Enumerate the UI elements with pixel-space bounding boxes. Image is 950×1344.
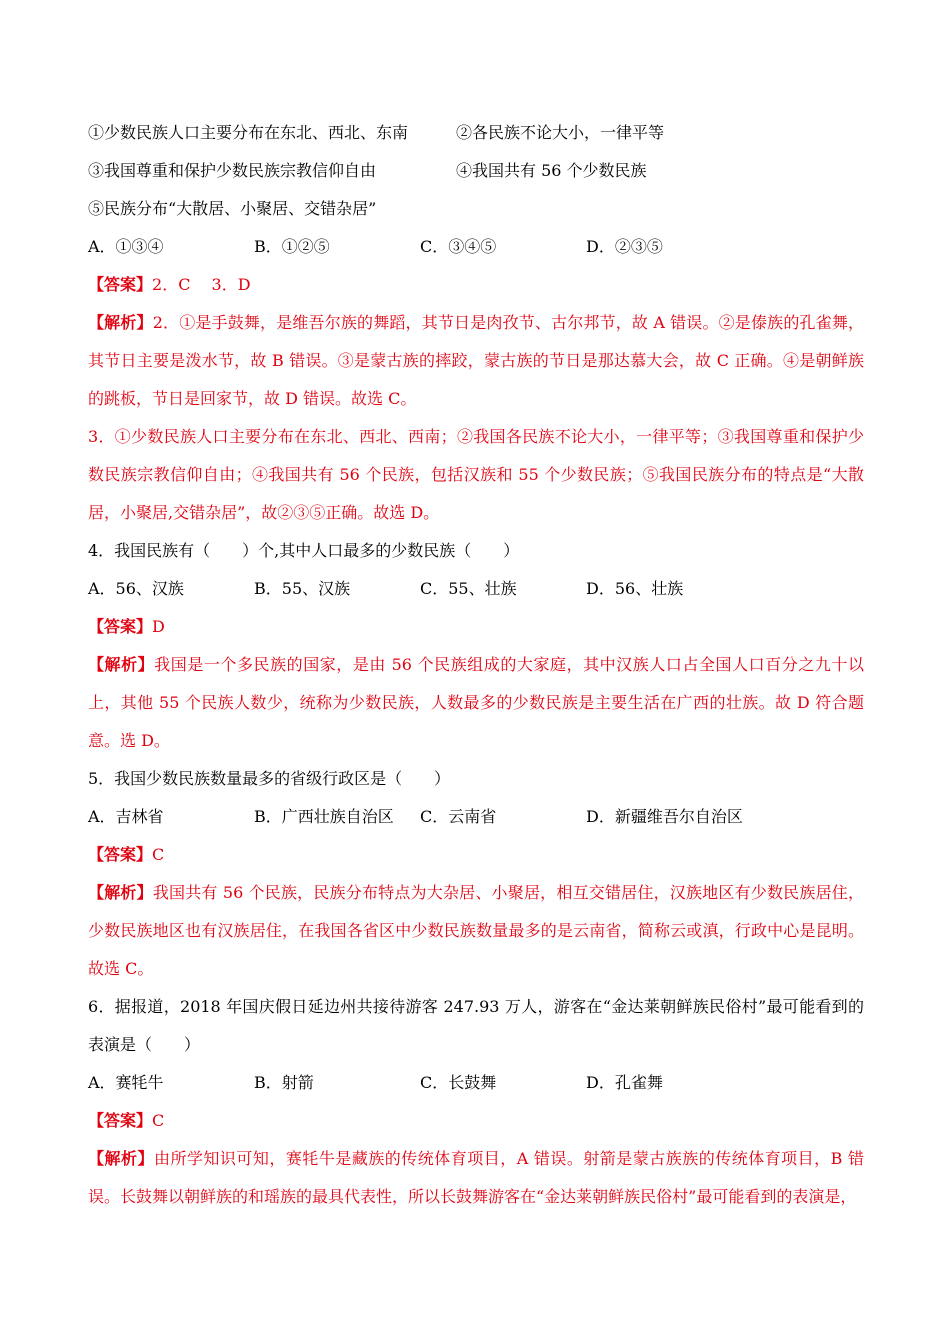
explanation-paragraph xyxy=(88,874,864,988)
explanation-paragraph: 3．①少数民族人口主要分布在东北、西北、西南；②我国各民族不论大小，一律平等；③我国尊重和保护少数民族宗教信仰自由；④我国共有 56 个民族，包括汉族和 55 个少数民族；⑤我国民族分布的特点是“大散居，小聚居,交错杂居”，故②③⑤正确。故选 D。 xyxy=(88,427,864,522)
options-row xyxy=(88,570,864,608)
option-d: D．56、壮族 xyxy=(586,579,684,598)
option-d: D．孔雀舞 xyxy=(586,1073,663,1092)
option-b: B．射箭 xyxy=(254,1073,314,1092)
answer-line xyxy=(88,266,864,304)
explanation-paragraph xyxy=(88,304,864,418)
option-c: C．55、壮族 xyxy=(420,579,517,598)
options-row xyxy=(88,1064,864,1102)
option-c: C．长鼓舞 xyxy=(420,1073,497,1092)
option-a: A．赛牦牛 xyxy=(88,1073,164,1092)
statement-row xyxy=(88,152,864,190)
statement: ⑤民族分布“大散居、小聚居、交错杂居” xyxy=(88,199,377,218)
question-stem: 5．我国少数民族数量最多的省级行政区是（ ） xyxy=(88,769,451,788)
answer-text: D xyxy=(152,617,165,636)
question-stem: 4．我国民族有（ ）个,其中人口最多的少数民族（ ） xyxy=(88,541,520,560)
question-stem: 6．据报道，2018 年国庆假日延边州共接待游客 247.93 万人，游客在“金达莱朝鲜族民俗村”最可能看到的表演是（ ） xyxy=(88,997,864,1054)
statement: ③我国尊重和保护少数民族宗教信仰自由 xyxy=(88,161,377,180)
answer-text: C xyxy=(152,1111,165,1130)
explanation-paragraph xyxy=(88,1140,864,1216)
statement-row xyxy=(88,114,864,152)
answer-line xyxy=(88,1102,864,1140)
options-row xyxy=(88,228,864,266)
statement: ④我国共有 56 个少数民族 xyxy=(456,161,647,180)
document-page xyxy=(88,114,864,1216)
answer-text: 2．C 3．D xyxy=(152,275,251,294)
answer-text: C xyxy=(152,845,165,864)
option-b: B．55、汉族 xyxy=(254,579,351,598)
answer-tag: 【答案】 xyxy=(88,275,153,294)
option-b: B．①②⑤ xyxy=(254,237,330,256)
option-c: C．③④⑤ xyxy=(420,237,497,256)
explanation-paragraph xyxy=(88,646,864,760)
explanation-text: 由所学知识可知，赛牦牛是藏族的传统体育项目，A 错误。射箭是蒙古族族的传统体育项目，B 错误。长鼓舞以朝鲜族的和瑶族的最具代表性，所以长鼓舞游客在“金达莱朝鲜族民俗村”最可能看到的表演是， xyxy=(88,1149,864,1206)
answer-tag: 【答案】 xyxy=(88,1111,153,1130)
explanation-tag: 【解析】 xyxy=(88,655,155,674)
answer-line xyxy=(88,608,864,646)
explanation-text: 我国共有 56 个民族，民族分布特点为大杂居、小聚居，相互交错居住，汉族地区有少数民族居住，少数民族地区也有汉族居住，在我国各省区中少数民族数量最多的是云南省，简称云或滇，行政中心是昆明。故选 C。 xyxy=(88,883,864,978)
explanation-text: 我国是一个多民族的国家，是由 56 个民族组成的大家庭，其中汉族人口占全国人口百分之九十以上，其他 55 个民族人数少，统称为少数民族，人数最多的少数民族是主要生活在广西的壮族。故 D 符合题意。选 D。 xyxy=(88,655,864,750)
explanation-tag: 【解析】 xyxy=(88,313,153,332)
option-a: A．56、汉族 xyxy=(88,579,184,598)
statement: ①少数民族人口主要分布在东北、西北、东南 xyxy=(88,123,409,142)
answer-line xyxy=(88,836,864,874)
option-d: D．新疆维吾尔自治区 xyxy=(586,807,743,826)
explanation-tag: 【解析】 xyxy=(88,1149,154,1168)
option-d: D．②③⑤ xyxy=(586,237,663,256)
option-c: C．云南省 xyxy=(420,807,497,826)
options-row xyxy=(88,798,864,836)
explanation-tag: 【解析】 xyxy=(88,883,153,902)
statement: ②各民族不论大小，一律平等 xyxy=(456,123,665,142)
answer-tag: 【答案】 xyxy=(88,617,153,636)
option-a: A．吉林省 xyxy=(88,807,164,826)
option-b: B．广西壮族自治区 xyxy=(254,807,394,826)
explanation-text: 2．①是手鼓舞，是维吾尔族的舞蹈，其节日是肉孜节、古尔邦节，故 A 错误。②是傣族的孔雀舞，其节日主要是泼水节，故 B 错误。③是蒙古族的摔跤，蒙古族的节日是那达慕大会，故 C 正确。④是朝鲜族的跳板，节日是回家节，故 D 错误。故选 C。 xyxy=(88,313,864,408)
answer-tag: 【答案】 xyxy=(88,845,153,864)
option-a: A．①③④ xyxy=(88,237,164,256)
